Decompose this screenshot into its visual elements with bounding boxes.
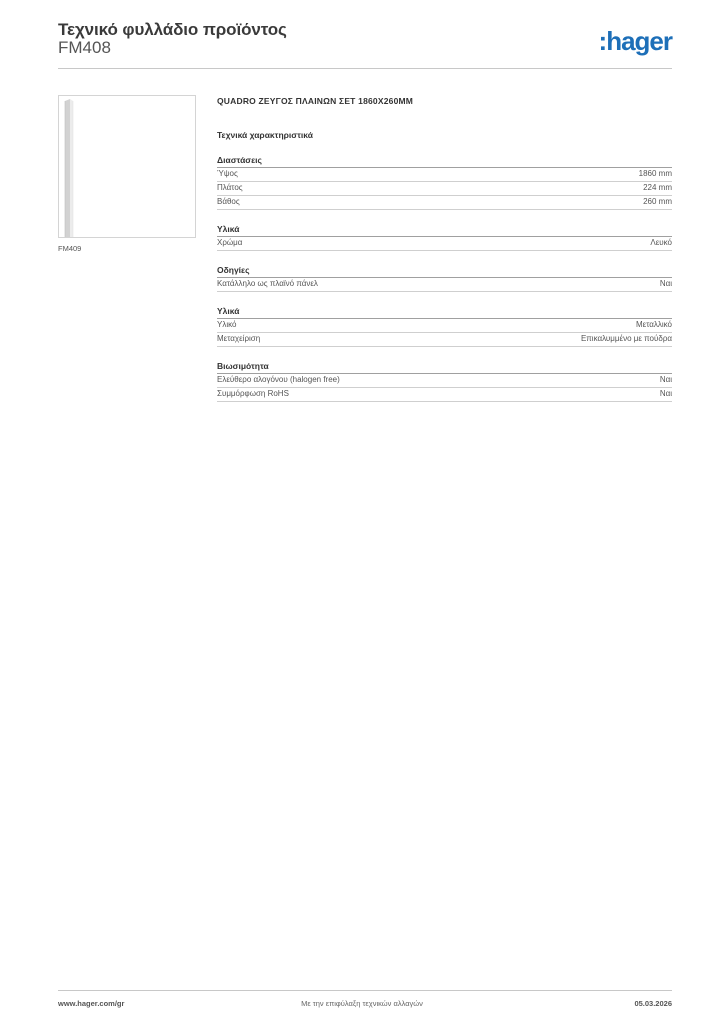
spec-row [217,333,672,347]
spec-row [217,168,672,182]
spec-row [217,278,672,292]
spec-label: Συμμόρφωση RoHS [217,389,289,398]
spec-value: 260 mm [643,197,672,206]
tech-heading: Τεχνικά χαρακτηριστικά [217,130,313,140]
spec-value: 1860 mm [638,169,672,178]
spec-value: Ναι [659,279,672,288]
footer-note: Με την επιφύλαξη τεχνικών αλλαγών [301,999,423,1008]
spec-label: Ελεύθερο αλογόνου (halogen free) [217,375,340,384]
spec-section-dimensions [217,155,672,210]
spec-label: Μεταχείριση [217,334,261,343]
image-caption: FM409 [58,244,82,253]
header-divider [58,68,672,69]
spec-section-sustainability [217,361,672,402]
spec-value: 224 mm [643,183,672,192]
spec-label: Ύψος [217,169,238,178]
side-panel-illustration [59,96,195,237]
spec-section-material-finish [217,306,672,347]
section-title: Οδηγίες [217,265,672,278]
spec-row [217,237,672,251]
section-title: Υλικά [217,306,672,319]
spec-value: Ναι [659,389,672,398]
hager-logo: :hager [598,26,672,56]
spec-label: Κατάλληλο ως πλαϊνό πάνελ [217,279,318,288]
spec-value: Ναι [659,375,672,384]
spec-row [217,182,672,196]
section-title: Βιωσιμότητα [217,361,672,374]
spec-label: Πλάτος [217,183,243,192]
spec-row [217,374,672,388]
spec-content [217,96,672,402]
spec-value: Επικαλυμμένο με πούδρα [580,334,672,343]
spec-section-instructions [217,265,672,292]
spec-section-materials [217,224,672,251]
footer-url[interactable]: www.hager.com/gr [58,999,125,1008]
spec-value: Λευκό [650,238,672,247]
section-title: Υλικά [217,224,672,237]
spec-label: Βάθος [217,197,240,206]
product-image [58,95,196,238]
section-title: Διαστάσεις [217,155,672,168]
spec-label: Χρώμα [217,238,243,247]
spec-value: Μεταλλικό [635,320,672,329]
spec-label: Υλικό [217,320,237,329]
product-name: QUADRO ΖΕΥΓΟΣ ΠΛΑΙΝΩΝ ΣΕΤ 1860X260MM [217,96,414,106]
footer-divider [58,990,672,991]
product-code: FM408 [58,38,111,57]
spec-row [217,388,672,402]
spec-row [217,196,672,210]
spec-row [217,319,672,333]
document-title: Τεχνικό φυλλάδιο προϊόντος [58,20,287,39]
footer-date: 05.03.2026 [634,999,672,1008]
